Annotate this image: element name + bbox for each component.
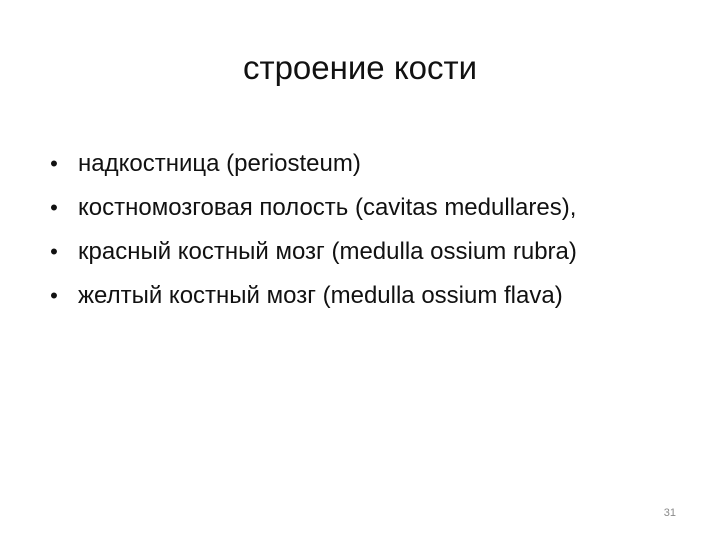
list-item [44,142,577,186]
list-item-text: надкостница (periosteum) [78,150,361,177]
list-item [44,230,577,274]
bullet-icon: • [50,151,58,176]
bullet-list [44,142,577,318]
list-item [44,274,577,318]
list-item-text: костномозговая полость (cavitas medullares), [78,194,577,221]
list-item-text: желтый костный мозг (medulla ossium flava) [78,282,563,309]
list-item-text: красный костный мозг (medulla ossium rubra) [78,238,577,265]
list-item [44,186,577,230]
bullet-icon: • [50,283,58,308]
bullet-icon: • [50,239,58,264]
page-number: 31 [663,507,676,519]
bullet-icon: • [50,195,58,220]
slide-title: строение кости [242,49,478,86]
